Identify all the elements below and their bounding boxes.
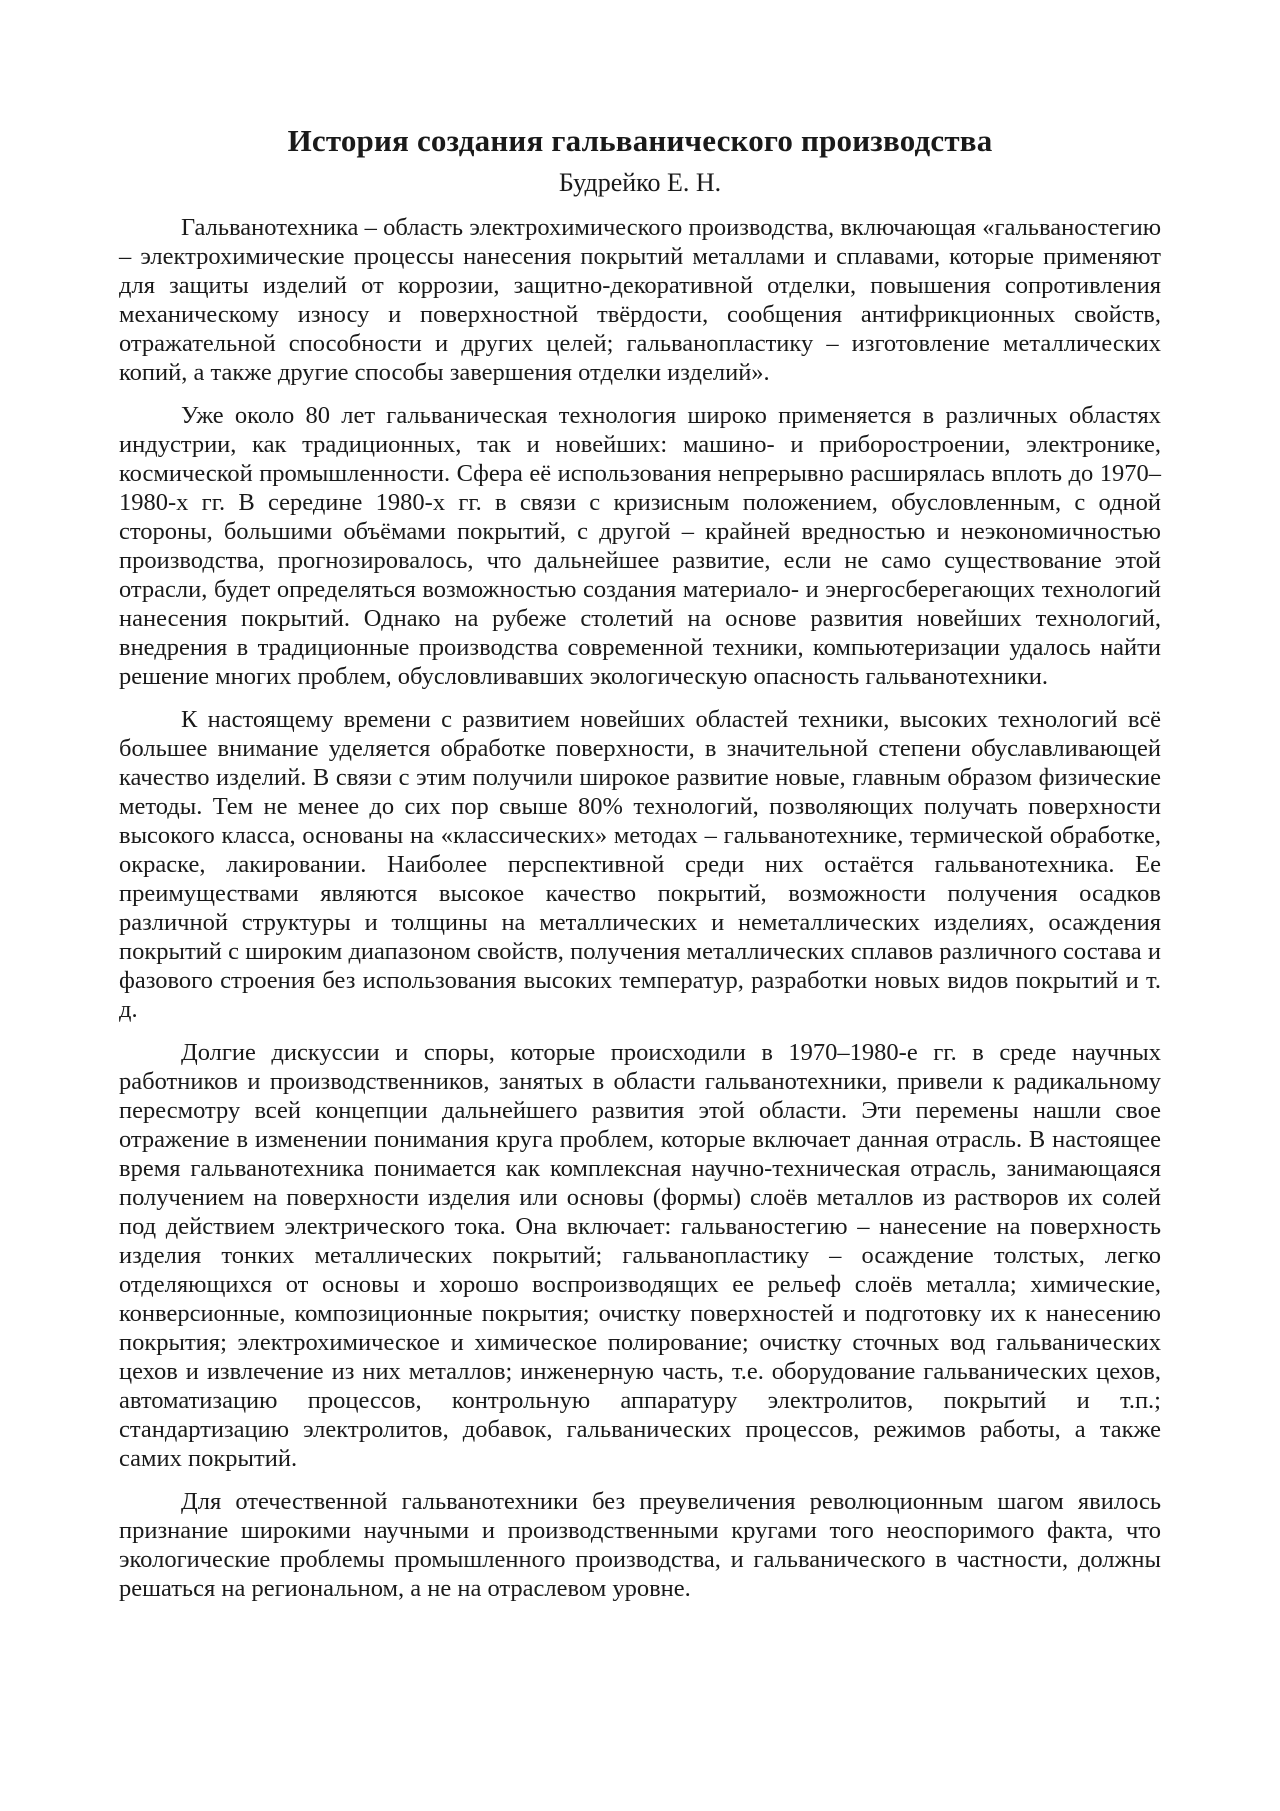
document-author: Будрейко Е. Н. xyxy=(558,168,722,197)
paragraph-1: Гальванотехника – область электрохимического производства, включающая «гальваностегию – электрохимические процессы нанесения покрытий металлами и сплавами, которые применяют для защиты изделий от коррозии, защитно-декоративной отделки, повышения сопротивления механическому износу и поверхностной твёрдости, сообщения антифрикционных свойств, отражательной способности и других целей; гальванопластику – изготовление металлических копий, а также другие способы завершения отделки изделий». xyxy=(119,214,1161,386)
document-page xyxy=(119,119,1161,1617)
paragraph-2: Уже около 80 лет гальваническая технология широко применяется в различных областях индустрии, как традиционных, так и новейших: машино- и приборостроении, электронике, космической промышленности. Сфера её использования непрерывно расширялась вплоть до 1970–1980-х гг. В середине 1980-х гг. в связи с кризисным положением, обусловленным, с одной стороны, большими объёмами покрытий, с другой – крайней вредностью и неэкономичностью производства, прогнозировалось, что дальнейшее развитие, если не само существование этой отрасли, будет определяться возможностью создания материало- и энергосберегающих технологий нанесения покрытий. Однако на рубеже столетий на основе развития новейших технологий, внедрения в традиционные производства современной техники, компьютеризации удалось найти решение многих проблем, обусловливавших экологическую опасность гальванотехники. xyxy=(119,402,1161,690)
paragraph-3: К настоящему времени с развитием новейших областей техники, высоких технологий всё большее внимание уделяется обработке поверхности, в значительной степени обуславливающей качество изделий. В связи с этим получили широкое развитие новые, главным образом физические методы. Тем не менее до сих пор свыше 80% технологий, позволяющих получать поверхности высокого класса, основаны на «классических» методах – гальванотехнике, термической обработке, окраске, лакировании. Наиболее перспективной среди них остаётся гальванотехника. Ее преимуществами являются высокое качество покрытий, возможности получения осадков различной структуры и толщины на металлических и неметаллических изделиях, осаждения покрытий с широким диапазоном свойств, получения металлических сплавов различного состава и фазового строения без использования высоких температур, разработки новых видов покрытий и т. д. xyxy=(119,706,1161,1023)
paragraph-5: Для отечественной гальванотехники без преувеличения революционным шагом явилось признание широкими научными и производственными кругами того неоспоримого факта, что экологические проблемы промышленного производства, и гальванического в частности, должны решаться на региональном, а не на отраслевом уровне. xyxy=(119,1488,1161,1602)
document-title: История создания гальванического производства xyxy=(287,123,993,158)
paragraph-4: Долгие дискуссии и споры, которые происходили в 1970–1980-е гг. в среде научных работников и производственников, занятых в области гальванотехники, привели к радикальному пересмотру всей концепции дальнейшего развития этой области. Эти перемены нашли свое отражение в изменении понимания круга проблем, которые включает данная отрасль. В настоящее время гальванотехника понимается как комплексная научно-техническая отрасль, занимающаяся получением на поверхности изделия или основы (формы) слоёв металлов из растворов их солей под действием электрического тока. Она включает: гальваностегию – нанесение на поверхность изделия тонких металлических покрытий; гальванопластику – осаждение толстых, легко отделяющихся от основы и хорошо воспроизводящих ее рельеф слоёв металла; химические, конверсионные, композиционные покрытия; очистку поверхностей и подготовку их к нанесению покрытия; электрохимическое и химическое полирование; очистку сточных вод гальванических цехов и извлечение из них металлов; инженерную часть, т.е. оборудование гальванических цехов, автоматизацию процессов, контрольную аппаратуру электролитов, покрытий и т.п.; стандартизацию электролитов, добавок, гальванических процессов, режимов работы, а также самих покрытий. xyxy=(119,1039,1161,1472)
